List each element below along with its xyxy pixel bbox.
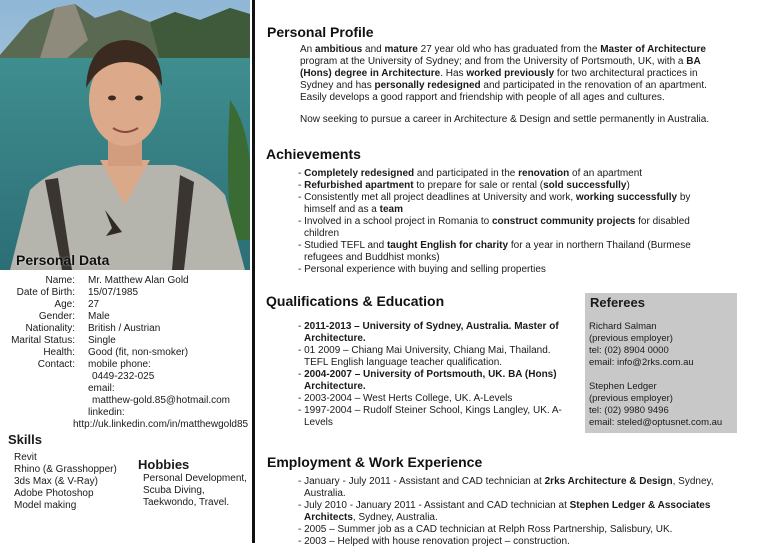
pd-value: 27	[88, 299, 100, 310]
pd-row-age	[0, 299, 252, 311]
pd-row-contact	[0, 359, 252, 371]
bold-text: Completely redesigned	[304, 168, 415, 179]
bold-text: Refurbished apartment	[304, 180, 414, 191]
text-run: by himself and as a	[304, 192, 691, 215]
qualifications-heading: Qualifications & Education	[266, 293, 445, 309]
qualification-item	[296, 405, 576, 429]
pd-value: Male	[88, 311, 110, 322]
referee-2-role: (previous employer)	[589, 393, 673, 404]
achievements-heading: Achievements	[266, 146, 361, 162]
achievement-item	[296, 192, 706, 216]
qualification-item	[296, 393, 576, 405]
hobby-item: Personal Development,	[143, 473, 247, 484]
pd-value: British / Austrian	[88, 323, 161, 334]
contact-details	[0, 371, 252, 419]
pd-value: Good (fit, non-smoker)	[88, 347, 189, 358]
text-run: 1997-2004 – Rudolf Steiner School, Kings Langley, UK. A-Levels	[304, 405, 562, 428]
achievement-item	[296, 180, 706, 192]
employment-heading: Employment & Work Experience	[267, 454, 483, 470]
text-run: and participated in the	[414, 168, 519, 179]
bold-text: personally redesigned	[374, 80, 481, 91]
referee-2-name: Stephen Ledger	[589, 381, 657, 392]
pd-row-health	[0, 347, 252, 359]
referee-1-name: Richard Salman	[589, 321, 657, 332]
text-run: January - July 2011 - Assistant and CAD technician at	[304, 476, 545, 487]
achievement-item	[296, 264, 706, 276]
text-run: . Has	[440, 68, 467, 79]
employment-list	[296, 476, 756, 548]
skills-heading: Skills	[8, 432, 42, 447]
text-run: 27 year old who has graduated from the	[417, 44, 601, 55]
text-run: 2003 – Helped with house renovation project – construction.	[304, 536, 570, 547]
pd-label: Marital Status:	[11, 335, 75, 346]
text-run: and	[362, 44, 385, 55]
text-run: to prepare for sale or rental (	[413, 180, 544, 191]
text-run: , Sydney, Australia.	[352, 512, 438, 523]
referee-spacer	[589, 369, 722, 381]
skill-item: Revit	[14, 452, 37, 463]
employment-item	[296, 524, 756, 536]
text-run: for two architectural practices in Sydney and has	[300, 68, 698, 91]
referees-details	[589, 321, 722, 429]
hobby-item: Scuba Diving,	[143, 485, 205, 496]
achievements-list	[296, 168, 706, 276]
bold-text: 2011-2013 – University of Sydney, Australia. Master of Architecture.	[304, 321, 559, 344]
skill-item: Adobe Photoshop	[14, 488, 94, 499]
right-column	[255, 0, 768, 547]
text-run: Studied TEFL and	[304, 240, 387, 251]
bold-text: BA (Hons) degree in Architecture	[300, 56, 701, 79]
text-run: 2003-2004 – West Herts College, UK. A-Levels	[304, 393, 513, 404]
pd-value: 15/07/1985	[88, 287, 139, 298]
bold-text: ambitious	[315, 44, 363, 55]
achievement-item	[296, 168, 706, 180]
pd-value: Mr. Matthew Alan Gold	[88, 275, 189, 286]
bold-text: worked previously	[466, 68, 555, 79]
bold-text: renovation	[518, 168, 570, 179]
pd-label: Name:	[45, 275, 75, 286]
text-run: of an apartment	[569, 168, 643, 179]
text-run: for a year in northern Thailand (Burmese refugees and Buddhist monks)	[304, 240, 691, 263]
qualification-item	[296, 321, 576, 345]
text-run: and participated in the renovation of an apartment. Easily develops a good rapport and friendship with people of all ages and cultures.	[300, 80, 707, 103]
employment-item	[296, 500, 756, 524]
profile-paragraph	[300, 44, 720, 104]
profile-heading: Personal Profile	[267, 24, 374, 40]
skill-item: 3ds Max (& V-Ray)	[14, 476, 98, 487]
email-label: email:	[88, 383, 115, 394]
bold-text: working successfully	[575, 192, 678, 203]
qualifications-list	[296, 321, 576, 429]
text-run: Involved in a school project in Romania to	[304, 216, 492, 227]
pd-label: Health:	[43, 347, 75, 358]
pd-value: mobile phone:	[88, 359, 151, 370]
profile-paragraph-2: Now seeking to pursue a career in Architecture & Design and settle permanently in Australia.	[300, 114, 710, 125]
text-run: July 2010 - January 2011 - Assistant and CAD technician at	[304, 500, 570, 511]
profile-photo-illustration	[0, 0, 250, 270]
achievement-item	[296, 216, 706, 240]
pd-row-marital	[0, 335, 252, 347]
linkedin-label: linkedin:	[88, 407, 125, 418]
bold-text: mature	[384, 44, 418, 55]
bold-text: 2rks Architecture & Design	[544, 476, 673, 487]
qualification-item	[296, 369, 576, 393]
profile-photo	[0, 0, 250, 270]
phone-number: 0449-232-025	[92, 371, 155, 382]
pd-row-dob	[0, 287, 252, 299]
personal-data-list	[0, 275, 252, 419]
referee-1-phone: tel: (02) 8904 0000	[589, 345, 669, 356]
referee-2-phone: tel: (02) 9980 9496	[589, 405, 669, 416]
left-column	[0, 0, 252, 543]
referee-2-email: email: steled@optusnet.com.au	[589, 417, 723, 428]
referee-1-email: email: info@2rks.com.au	[589, 357, 694, 368]
hobby-item: Taekwondo, Travel.	[143, 497, 230, 508]
bold-text: Master of Architecture	[600, 44, 706, 55]
hobbies-list	[143, 473, 247, 509]
bold-text: team	[379, 204, 403, 215]
linkedin-link[interactable]: http://uk.linkedin.com/in/matthewgold85	[73, 419, 249, 430]
pd-label: Nationality:	[25, 323, 75, 334]
text-run: , Sydney, Australia.	[304, 476, 714, 499]
text-run: )	[626, 180, 630, 191]
text-run: for disabled children	[304, 216, 690, 239]
pd-label: Contact:	[37, 359, 75, 370]
hobbies-heading: Hobbies	[138, 457, 190, 472]
bold-text: construct community projects	[492, 216, 636, 227]
achievement-item	[296, 240, 706, 264]
pd-label: Gender:	[38, 311, 75, 322]
email-link[interactable]: matthew-gold.85@hotmail.com	[92, 395, 230, 406]
employment-item	[296, 536, 756, 548]
pd-row-name	[0, 275, 252, 287]
text-run: program at the University of Sydney; and from the University of Portsmouth, UK, with a	[300, 56, 687, 67]
pd-row-nationality	[0, 323, 252, 335]
referees-box	[585, 293, 737, 433]
text-run: Consistently met all project deadlines at University and work,	[304, 192, 576, 203]
bold-text: 2004-2007 – University of Portsmouth, UK. BA (Hons) Architecture.	[304, 369, 557, 392]
pd-label: Date of Birth:	[16, 287, 75, 298]
pd-label: Age:	[54, 299, 75, 310]
bold-text: Stephen Ledger & Associates Architects	[304, 500, 711, 523]
skill-item: Rhino (& Grasshopper)	[14, 464, 117, 475]
text-run: 2005 – Summer job as a CAD technician at Relph Ross Partnership, Salisbury, UK.	[304, 524, 673, 535]
qualification-item	[296, 345, 576, 369]
pd-row-gender	[0, 311, 252, 323]
pd-value: Single	[88, 335, 116, 346]
personal-data-heading: Personal Data	[16, 252, 110, 268]
profile-text	[300, 44, 720, 136]
skills-list	[14, 452, 117, 512]
skill-item: Model making	[14, 500, 77, 511]
bold-text: taught English for charity	[386, 240, 509, 251]
bold-text: sold successfully	[543, 180, 627, 191]
text-run: Personal experience with buying and selling properties	[304, 264, 546, 275]
referees-heading: Referees	[590, 295, 645, 310]
text-run: An	[300, 44, 316, 55]
text-run: 01 2009 – Chiang Mai University, Chiang Mai, Thailand. TEFL English language teacher qualification.	[304, 345, 551, 368]
employment-item	[296, 476, 756, 500]
referee-1-role: (previous employer)	[589, 333, 673, 344]
